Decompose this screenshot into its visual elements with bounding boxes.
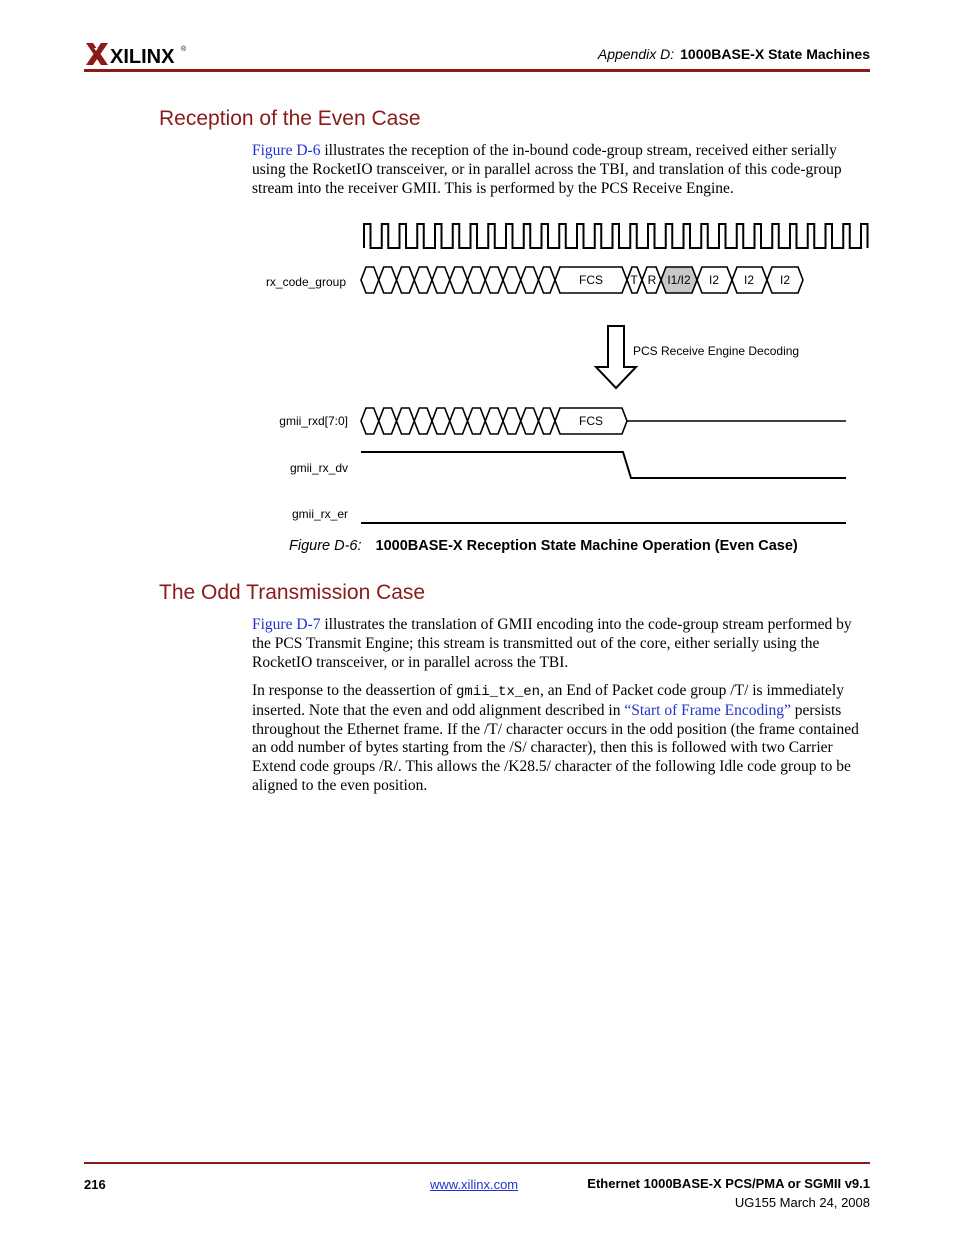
start-of-frame-encoding-link[interactable]: “Start of Frame Encoding” [624, 701, 791, 719]
timing-diagram [250, 212, 870, 532]
page-number: 216 [84, 1177, 106, 1192]
section1-paragraph-text: illustrates the reception of the in-bound code-group stream, received either serially using the RocketIO transceiver, or in parallel across the TBI, and translation of this code-group stream into the receiver GMII. This is performed by the PCS Receive Engine. [252, 142, 842, 197]
section-heading-reception-even: Reception of the Even Case [159, 107, 421, 130]
appendix-label: Appendix D: [597, 46, 675, 62]
rxd-bus-cell [521, 408, 539, 434]
rxd-bus-cell [379, 408, 397, 434]
down-arrow-icon [596, 326, 636, 388]
clock-line [364, 224, 868, 248]
p2-code-gmii-tx-en: gmii_tx_en [456, 684, 541, 700]
logo-registered-mark: ® [181, 46, 187, 53]
document-id-date: UG155 March 24, 2008 [734, 1195, 870, 1210]
rx-bus-cell [521, 267, 539, 293]
rx-bus-cell [450, 267, 468, 293]
website-link[interactable]: www.xilinx.com [430, 1177, 519, 1192]
rxd-bus-cell [503, 408, 521, 434]
p2-text-mid: , an End of Packet code group /T/ is immediately inserted. Note that the even and odd alignment described in [252, 682, 844, 719]
rxd-bus-cell [432, 408, 450, 434]
section2-paragraph-1-text: illustrates the translation of GMII encoding into the code-group stream performed by the PCS Transmit Engine; this stream is transmitted out of the core, either serially using the RocketIO transceiver, or in parallel across the TBI. [252, 616, 852, 671]
rx-cell-i1-i2: I1/I2 [667, 273, 691, 287]
header-rule [84, 69, 870, 72]
rx-bus-cell [485, 267, 503, 293]
gmii-rx-dv-waveform [361, 452, 846, 478]
arrow-label: PCS Receive Engine Decoding [633, 344, 800, 358]
rx-bus-cell [397, 267, 415, 293]
gmii-rxd-bus [361, 408, 846, 434]
rx-cell-r: R [647, 273, 657, 287]
rx-cell-i2-2: I2 [743, 273, 755, 287]
rxd-bus-cell [450, 408, 468, 434]
section2-paragraph-1 [252, 616, 872, 672]
xilinx-logo-mark-icon [84, 40, 194, 68]
figure-d7-link[interactable]: Figure D-7 [252, 616, 321, 633]
timing-diagram-svg [250, 212, 870, 532]
section2-paragraph-2 [252, 682, 872, 796]
rxd-bus-cell [485, 408, 503, 434]
rx-bus-cell [361, 267, 379, 293]
rx-bus-cell [432, 267, 450, 293]
signal-label-gmii-rx-dv: gmii_rx_dv [289, 461, 348, 475]
signal-label-gmii-rxd: gmii_rxd[7:0] [279, 414, 348, 428]
figure-caption-title: 1000BASE-X Reception State Machine Operation (Even Case) [375, 538, 798, 554]
rx-bus-cell [379, 267, 397, 293]
rx-cell-fcs: FCS [579, 273, 603, 287]
rx-cell-i2-3: I2 [779, 273, 791, 287]
xilinx-logo [84, 40, 194, 68]
figure-caption [289, 538, 798, 554]
running-header [598, 46, 870, 62]
rxd-cell-fcs: FCS [579, 414, 603, 428]
rx-cell-t: T [630, 273, 638, 287]
rx-bus-cell [468, 267, 486, 293]
rx-cell-i2-1: I2 [708, 273, 720, 287]
signal-label-gmii-rx-er: gmii_rx_er [291, 507, 348, 521]
figure-caption-number: Figure D-6: [289, 538, 362, 554]
rx-bus-cell [539, 267, 556, 293]
figure-d6-link[interactable]: Figure D-6 [252, 142, 321, 159]
footer-rule [84, 1162, 870, 1164]
section-heading-odd-transmission: The Odd Transmission Case [159, 581, 426, 604]
rxd-bus-cell [468, 408, 486, 434]
section1-paragraph [252, 142, 872, 198]
rxd-bus-cell [414, 408, 432, 434]
clock-waveform [364, 224, 868, 248]
p2-text-pre: In response to the deassertion of [252, 682, 457, 699]
logo-text: XILINX [110, 46, 175, 68]
signal-label-rx-code-group: rx_code_group [265, 275, 346, 289]
rxd-bus-cell [361, 408, 379, 434]
rxd-bus-cell [397, 408, 415, 434]
rxd-bus-cell [539, 408, 556, 434]
rx-bus-cell [503, 267, 521, 293]
document-title: Ethernet 1000BASE-X PCS/PMA or SGMII v9.1 [587, 1176, 870, 1191]
appendix-title: 1000BASE-X State Machines [680, 46, 870, 62]
rx-bus-cell [414, 267, 432, 293]
p2-text-post: persists throughout the Ethernet frame. If the /T/ character occurs in the odd position (the frame contained an odd number of bytes starting from the /S/ character), then this is followed with two Carrier Extend code groups /R/. This allows the /K28.5/ character of the following Idle code group to be aligned to the even position. [252, 701, 859, 794]
